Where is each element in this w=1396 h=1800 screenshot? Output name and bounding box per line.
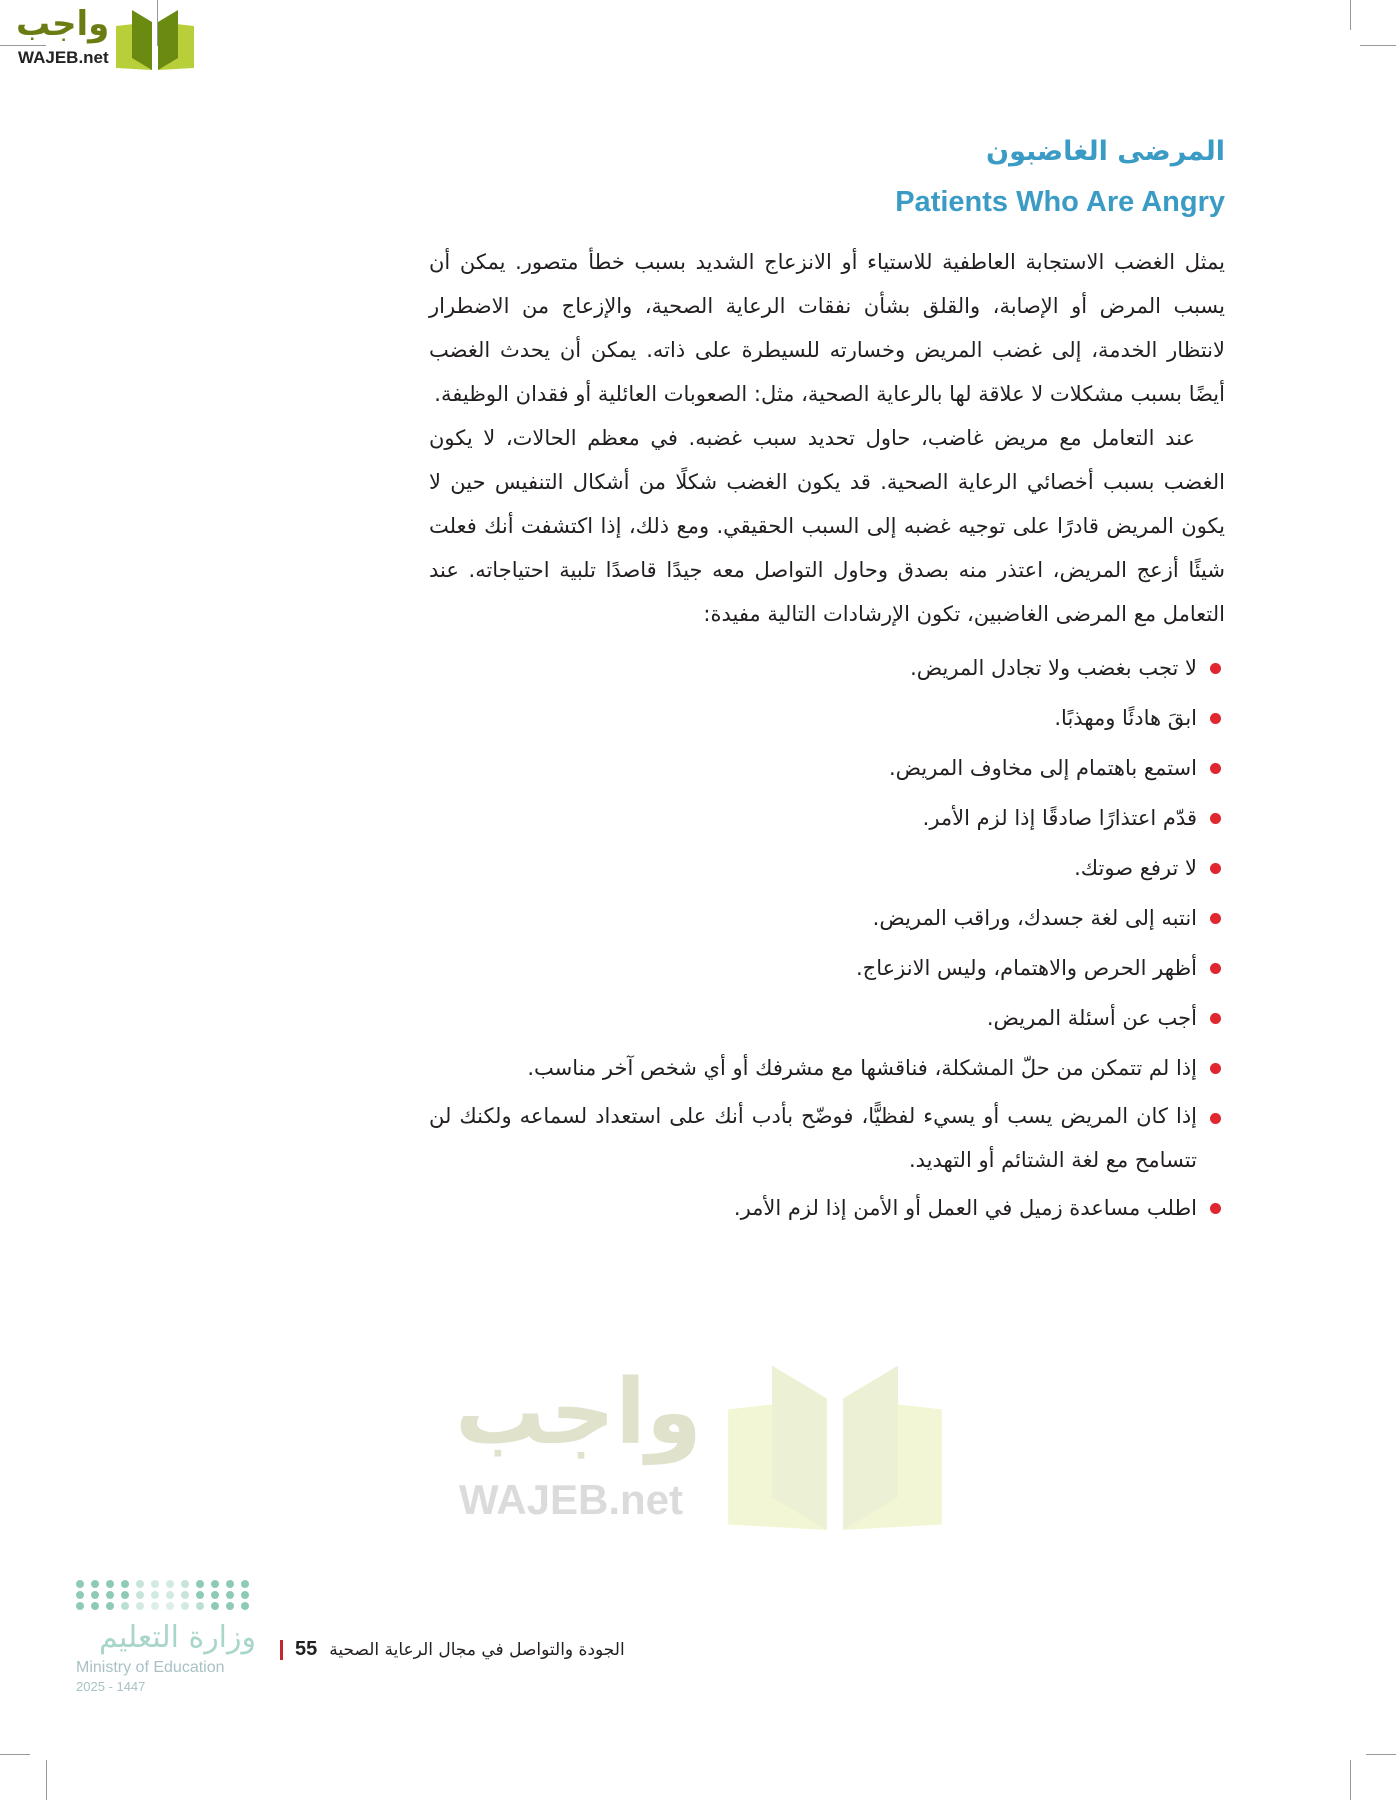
section-title-english: Patients Who Are Angry	[895, 186, 1225, 218]
ministry-year: 2025 - 1447	[76, 1679, 146, 1694]
list-item	[429, 994, 1225, 1042]
ministry-english: Ministry of Education	[76, 1659, 225, 1676]
list-item-text: إذا لم تتمكن من حلّ المشكلة، فناقشها مع مشرفك أو أي شخص آخر مناسب.	[527, 1056, 1197, 1080]
bullet-icon	[1210, 713, 1221, 724]
crop-mark	[1350, 0, 1351, 30]
wajeb-logo[interactable]	[8, 4, 193, 66]
list-item-text: أجب عن أسئلة المريض.	[986, 1006, 1197, 1030]
bullet-icon	[1210, 1013, 1221, 1024]
footer-divider	[280, 1640, 283, 1660]
watermark-arabic: واجب	[455, 1360, 702, 1465]
list-item-text: انتبه إلى لغة جسدك، وراقب المريض.	[872, 906, 1197, 930]
bullet-icon	[1210, 863, 1221, 874]
body-text	[429, 240, 1225, 1234]
section-title-arabic: المرضى الغاضبون	[986, 136, 1225, 167]
list-item	[429, 1184, 1225, 1232]
ministry-arabic: وزارة التعليم	[98, 1620, 256, 1655]
ministry-dots-icon	[76, 1580, 256, 1610]
list-item-text: لا تجب بغضب ولا تجادل المريض.	[910, 656, 1197, 680]
book-icon	[114, 8, 196, 70]
list-item-text: أظهر الحرص والاهتمام، وليس الانزعاج.	[855, 956, 1197, 980]
paragraph: عند التعامل مع مريض غاضب، حاول تحديد سبب غضبه. في معظم الحالات، لا يكون الغضب بسبب أخصائي الرعاية الصحية. قد يكون الغضب شكلًا من أشكال التنفيس حين لا يكون المريض قادرًا على توجيه غضبه إلى السبب الحقيقي. ومع ذلك، إذا اكتشفت أنك فعلت شيئًا أزعج المريض، اعتذر منه بصدق وحاول التواصل معه جيدًا قاصدًا تلبية احتياجاته. عند التعامل مع المرضى الغاضبين، تكون الإرشادات التالية مفيدة:	[429, 426, 1225, 626]
bullet-icon	[1210, 1063, 1221, 1074]
bullet-icon	[1210, 813, 1221, 824]
crop-mark	[1360, 45, 1396, 46]
page-footer	[280, 1638, 625, 1661]
list-item	[429, 794, 1225, 842]
crop-mark	[1366, 1754, 1396, 1755]
logo-arabic: واجب	[16, 4, 110, 44]
logo-english: WAJEB.net	[18, 48, 109, 67]
list-item-text: اطلب مساعدة زميل في العمل أو الأمن إذا لزم الأمر.	[733, 1196, 1197, 1220]
watermark-english: WAJEB.net	[459, 1476, 684, 1523]
book-icon	[720, 1360, 950, 1530]
list-item	[429, 644, 1225, 692]
list-item	[429, 1094, 1225, 1182]
crop-mark	[46, 1760, 47, 1800]
list-item	[429, 1044, 1225, 1092]
crop-mark	[0, 1754, 30, 1755]
ministry-logo	[76, 1580, 256, 1696]
list-item	[429, 894, 1225, 942]
bullet-icon	[1210, 913, 1221, 924]
watermark	[455, 1360, 955, 1540]
list-item	[429, 844, 1225, 892]
bullet-icon	[1210, 663, 1221, 674]
bullet-icon	[1210, 1203, 1221, 1214]
book-title: الجودة والتواصل في مجال الرعاية الصحية	[329, 1639, 625, 1660]
list-item	[429, 944, 1225, 992]
crop-mark	[1350, 1760, 1351, 1800]
list-item-text: قدّم اعتذارًا صادقًا إذا لزم الأمر.	[922, 806, 1197, 830]
guidelines-list	[429, 644, 1225, 1232]
bullet-icon	[1210, 963, 1221, 974]
bullet-icon	[1210, 1113, 1221, 1124]
page-number: 55	[295, 1638, 318, 1660]
list-item-text: استمع باهتمام إلى مخاوف المريض.	[888, 756, 1197, 780]
list-item-text: إذا كان المريض يسب أو يسيء لفظيًّا، فوضّح بأدب أنك على استعداد لسماعه ولكنك لن تتسامح مع لغة الشتائم أو التهديد.	[429, 1104, 1197, 1172]
list-item	[429, 744, 1225, 792]
bullet-icon	[1210, 763, 1221, 774]
list-item-text: ابقَ هادئًا ومهذبًا.	[1054, 706, 1197, 730]
list-item-text: لا ترفع صوتك.	[1074, 856, 1197, 880]
list-item	[429, 694, 1225, 742]
paragraph: يمثل الغضب الاستجابة العاطفية للاستياء أو الانزعاج الشديد بسبب خطأ متصور. يمكن أن يسبب المرض أو الإصابة، والقلق بشأن نفقات الرعاية الصحية، والإزعاج من الاضطرار لانتظار الخدمة، إلى غضب المريض وخسارته للسيطرة على ذاته. يمكن أن يحدث الغضب أيضًا بسبب مشكلات لا علاقة لها بالرعاية الصحية، مثل: الصعوبات العائلية أو فقدان الوظيفة.	[429, 250, 1225, 406]
